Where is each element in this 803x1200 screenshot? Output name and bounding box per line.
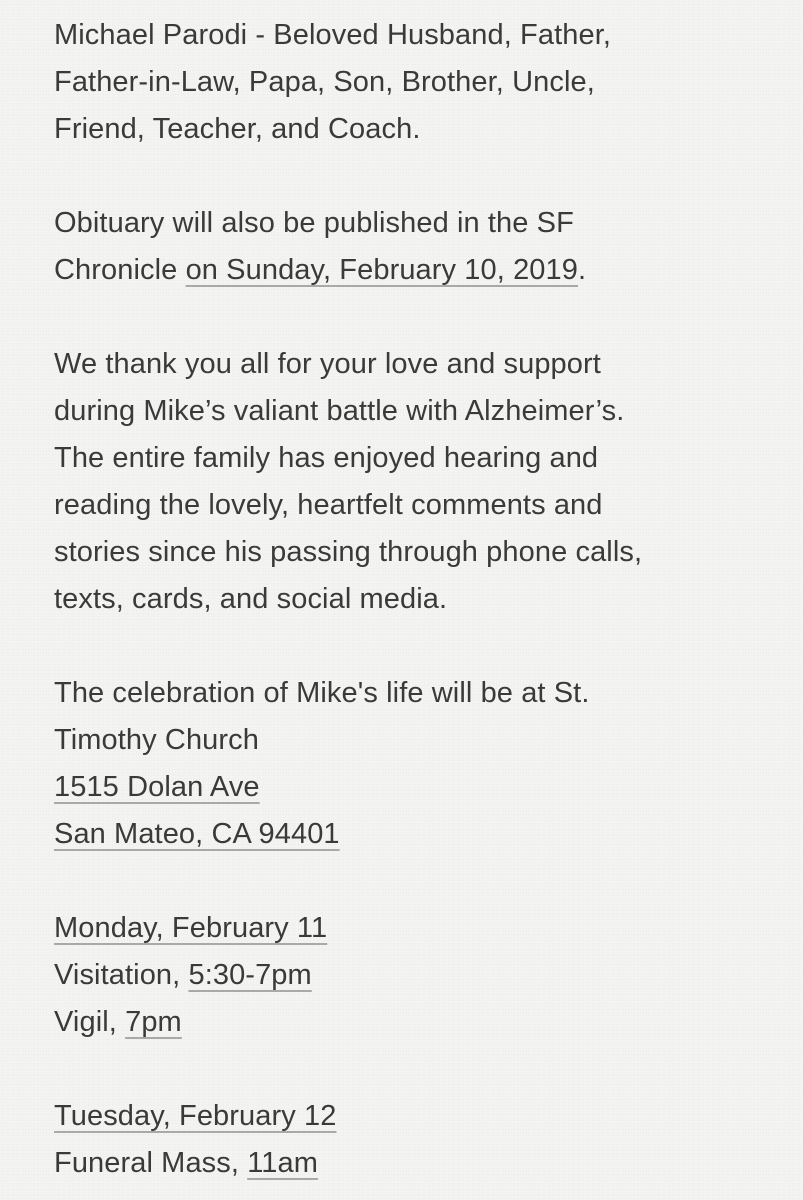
funeral-mass-label: Funeral Mass,: [54, 1147, 248, 1179]
publication-line-2: [54, 247, 774, 294]
monday-date-line: [54, 905, 774, 952]
vigil-time-link[interactable]: 7pm: [125, 1006, 182, 1038]
address-city-link[interactable]: San Mateo, CA 94401: [54, 818, 340, 850]
celebration-line-2: Timothy Church: [54, 724, 259, 756]
publication-date-link[interactable]: on Sunday, February 10, 2019: [185, 254, 578, 286]
publication-suffix: .: [577, 254, 587, 286]
funeral-mass-time-link[interactable]: 11am: [247, 1147, 318, 1179]
address-line-2: [54, 811, 774, 858]
thanks-line-6: texts, cards, and social media.: [54, 583, 448, 615]
vigil-line: [54, 999, 774, 1046]
paragraph-spacer: [54, 1046, 774, 1093]
visitation-line: [54, 952, 774, 999]
paragraph-spacer: [54, 153, 774, 200]
paragraph-spacer: [54, 294, 774, 341]
publication-prefix: Chronicle: [54, 254, 186, 286]
paragraph-spacer: [54, 858, 774, 905]
monday-date-link[interactable]: Monday, February 11: [54, 912, 328, 944]
celebration-line-1: The celebration of Mike's life will be at St.: [54, 677, 590, 709]
intro-line-2: Father-in-Law, Papa, Son, Brother, Uncle,: [54, 66, 595, 98]
intro-line-1: Michael Parodi - Beloved Husband, Father,: [54, 19, 612, 51]
intro-line-3: Friend, Teacher, and Coach.: [54, 113, 421, 145]
thanks-line-4: reading the lovely, heartfelt comments and: [54, 489, 603, 521]
visitation-time-link[interactable]: 5:30-7pm: [188, 959, 312, 991]
publication-line-1: Obituary will also be published in the SF: [54, 207, 574, 239]
tuesday-date-line: [54, 1093, 774, 1140]
address-street-link[interactable]: 1515 Dolan Ave: [54, 771, 260, 803]
note-body: [54, 12, 774, 1187]
thanks-line-2: during Mike’s valiant battle with Alzheimer’s.: [54, 395, 625, 427]
thanks-line-1: We thank you all for your love and support: [54, 348, 601, 380]
paragraph-spacer: [54, 623, 774, 670]
vigil-label: Vigil,: [54, 1006, 126, 1038]
thanks-line-3: The entire family has enjoyed hearing and: [54, 442, 599, 474]
visitation-label: Visitation,: [54, 959, 189, 991]
funeral-mass-line: [54, 1140, 774, 1187]
tuesday-date-link[interactable]: Tuesday, February 12: [54, 1100, 337, 1132]
thanks-line-5: stories since his passing through phone calls,: [54, 536, 643, 568]
address-line-1: [54, 764, 774, 811]
